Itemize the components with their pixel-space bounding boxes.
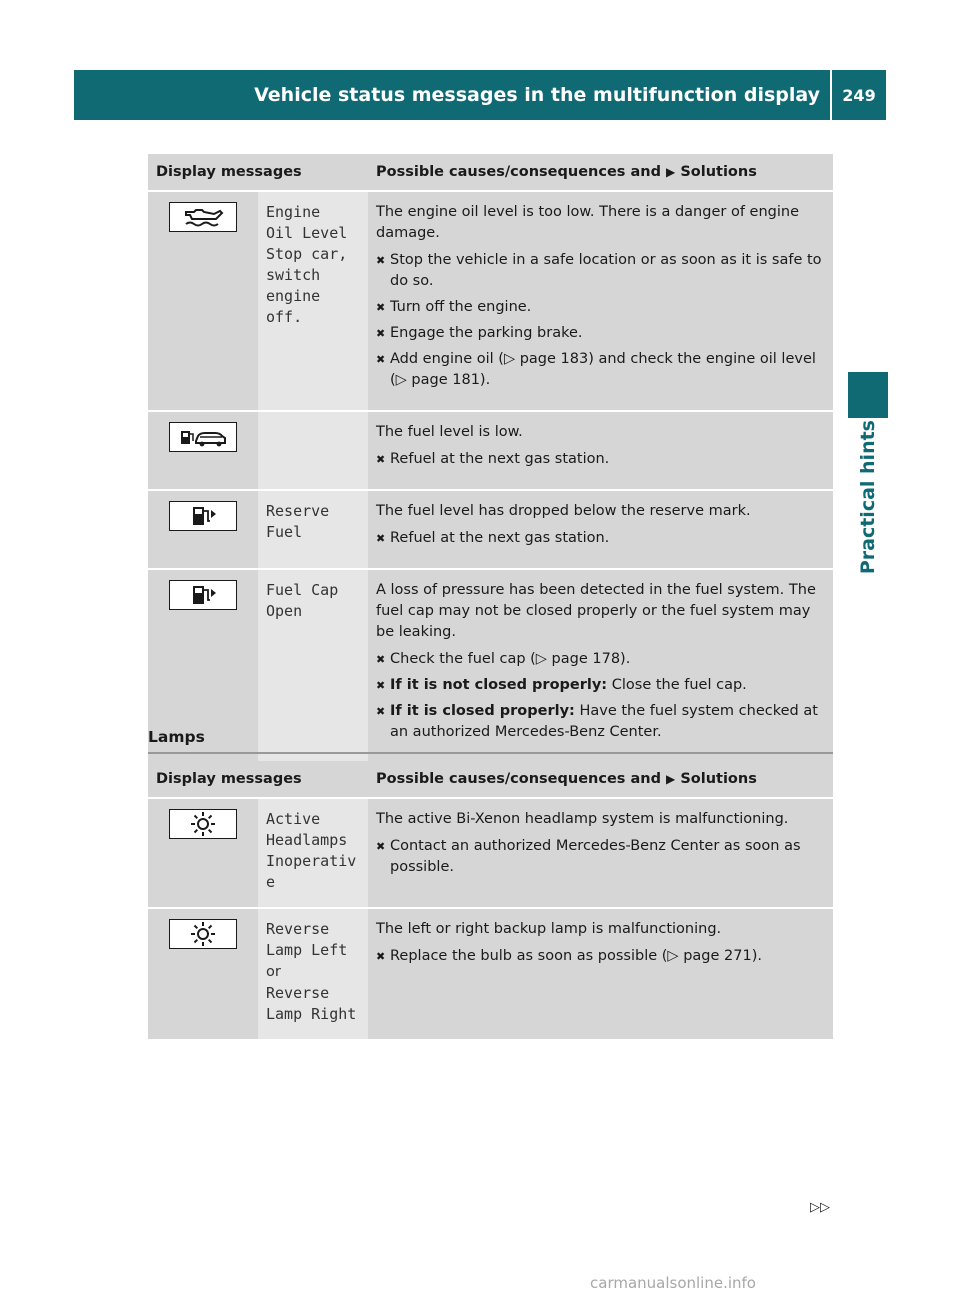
step-arrow-icon: ✖ — [376, 532, 386, 545]
condition-action: Have the fuel system checked at an authorized Mercedes-Benz Center. — [390, 703, 818, 740]
display-message: Active Headlamps Inoperativ e — [258, 797, 368, 907]
condition-label: If it is closed properly: — [390, 703, 575, 719]
icon-cell — [148, 907, 258, 1039]
table-header-row — [148, 154, 833, 190]
display-message: Fuel Cap Open — [258, 568, 368, 762]
step-arrow-icon: ✖ — [376, 353, 386, 366]
col-header-solutions-text: Solutions — [680, 770, 757, 787]
table-row — [148, 489, 833, 568]
arrow-right-icon: ▶ — [666, 771, 676, 786]
table-row — [148, 797, 833, 907]
cause-text: A loss of pressure has been detected in the fuel system. The fuel cap may not be closed properly or the fuel system may be leaking. — [376, 582, 816, 640]
page-header — [74, 70, 886, 120]
oil-can-icon — [169, 202, 237, 232]
display-message-left: Reverse Lamp Left — [266, 920, 348, 959]
lamp-icon — [169, 809, 237, 839]
lamp-icon — [169, 919, 237, 949]
header-title: Vehicle status messages in the multifunction display — [254, 84, 820, 106]
continue-marker: ▷▷ — [810, 1200, 830, 1215]
col-header-causes — [368, 761, 833, 797]
page-number: 249 — [842, 85, 876, 105]
step-arrow-icon: ✖ — [376, 950, 386, 963]
step-arrow-icon: ✖ — [376, 705, 386, 718]
step-arrow-icon: ✖ — [376, 840, 386, 853]
description-cell — [368, 797, 833, 907]
description-cell — [368, 907, 833, 1039]
col-header-causes-text: Possible causes/consequences and — [376, 770, 661, 787]
col-header-display-messages: Display messages — [148, 761, 368, 797]
side-tab-block — [848, 372, 888, 418]
solution-step: ✖ Stop the vehicle in a safe location or as soon as it is safe to do so. — [376, 250, 825, 292]
table-header-row — [148, 761, 833, 797]
table-row — [148, 190, 833, 410]
solution-step: ✖ Engage the parking brake. — [376, 323, 825, 344]
solution-step: ✖ Contact an authorized Mercedes-Benz Center as soon as possible. — [376, 836, 825, 878]
cause-text: The fuel level is low. — [376, 424, 523, 440]
icon-cell — [148, 489, 258, 568]
cause-text: The fuel level has dropped below the reserve mark. — [376, 503, 751, 519]
footer-watermark: carmanualsonline.info — [590, 1274, 756, 1292]
step-arrow-icon: ✖ — [376, 327, 386, 340]
col-header-solutions-text: Solutions — [680, 163, 757, 180]
solution-step: ✖ Replace the bulb as soon as possible (▷ page 271). — [376, 946, 825, 967]
arrow-right-icon: ▶ — [666, 164, 676, 179]
display-message: Engine Oil Level Stop car, switch engine off. — [258, 190, 368, 410]
messages-table-engine-fuel — [148, 154, 833, 762]
step-arrow-icon: ✖ — [376, 653, 386, 666]
solution-step: ✖ Refuel at the next gas station. — [376, 449, 825, 470]
section-heading-lamps: Lamps — [148, 728, 833, 754]
solution-step: ✖ Add engine oil (▷ page 183) and check the engine oil level (▷ page 181). — [376, 349, 825, 391]
icon-cell — [148, 410, 258, 489]
description-cell — [368, 190, 833, 410]
col-header-causes-text: Possible causes/consequences and — [376, 163, 661, 180]
icon-cell — [148, 797, 258, 907]
display-message: Reserve Fuel — [258, 489, 368, 568]
display-message — [258, 410, 368, 489]
solution-step: ✖ Refuel at the next gas station. — [376, 528, 825, 549]
side-tab — [848, 420, 888, 600]
condition-action: Close the fuel cap. — [611, 677, 747, 693]
table-row — [148, 907, 833, 1039]
cause-text: The left or right backup lamp is malfunctioning. — [376, 921, 722, 937]
or-label: or — [266, 964, 281, 980]
cause-text: The engine oil level is too low. There is a danger of engine damage. — [376, 204, 799, 241]
condition-label: If it is not closed properly: — [390, 677, 608, 693]
description-cell — [368, 489, 833, 568]
col-header-causes — [368, 154, 833, 190]
icon-cell — [148, 190, 258, 410]
display-message-right: Reverse Lamp Right — [266, 984, 357, 1023]
display-message — [258, 907, 368, 1039]
solution-step — [376, 675, 825, 696]
fuel-pump-icon — [169, 580, 237, 610]
side-tab-label: Practical hints — [857, 420, 879, 575]
messages-table-lamps — [148, 761, 833, 1039]
description-cell — [368, 410, 833, 489]
step-arrow-icon: ✖ — [376, 254, 386, 267]
step-arrow-icon: ✖ — [376, 453, 386, 466]
step-arrow-icon: ✖ — [376, 301, 386, 314]
fuel-pump-icon — [169, 501, 237, 531]
fuel-car-icon — [169, 422, 237, 452]
step-arrow-icon: ✖ — [376, 679, 386, 692]
col-header-display-messages: Display messages — [148, 154, 368, 190]
solution-step: ✖ Turn off the engine. — [376, 297, 825, 318]
cause-text: The active Bi-Xenon headlamp system is malfunctioning. — [376, 811, 789, 827]
table-row — [148, 410, 833, 489]
solution-step: ✖ Check the fuel cap (▷ page 178). — [376, 649, 825, 670]
